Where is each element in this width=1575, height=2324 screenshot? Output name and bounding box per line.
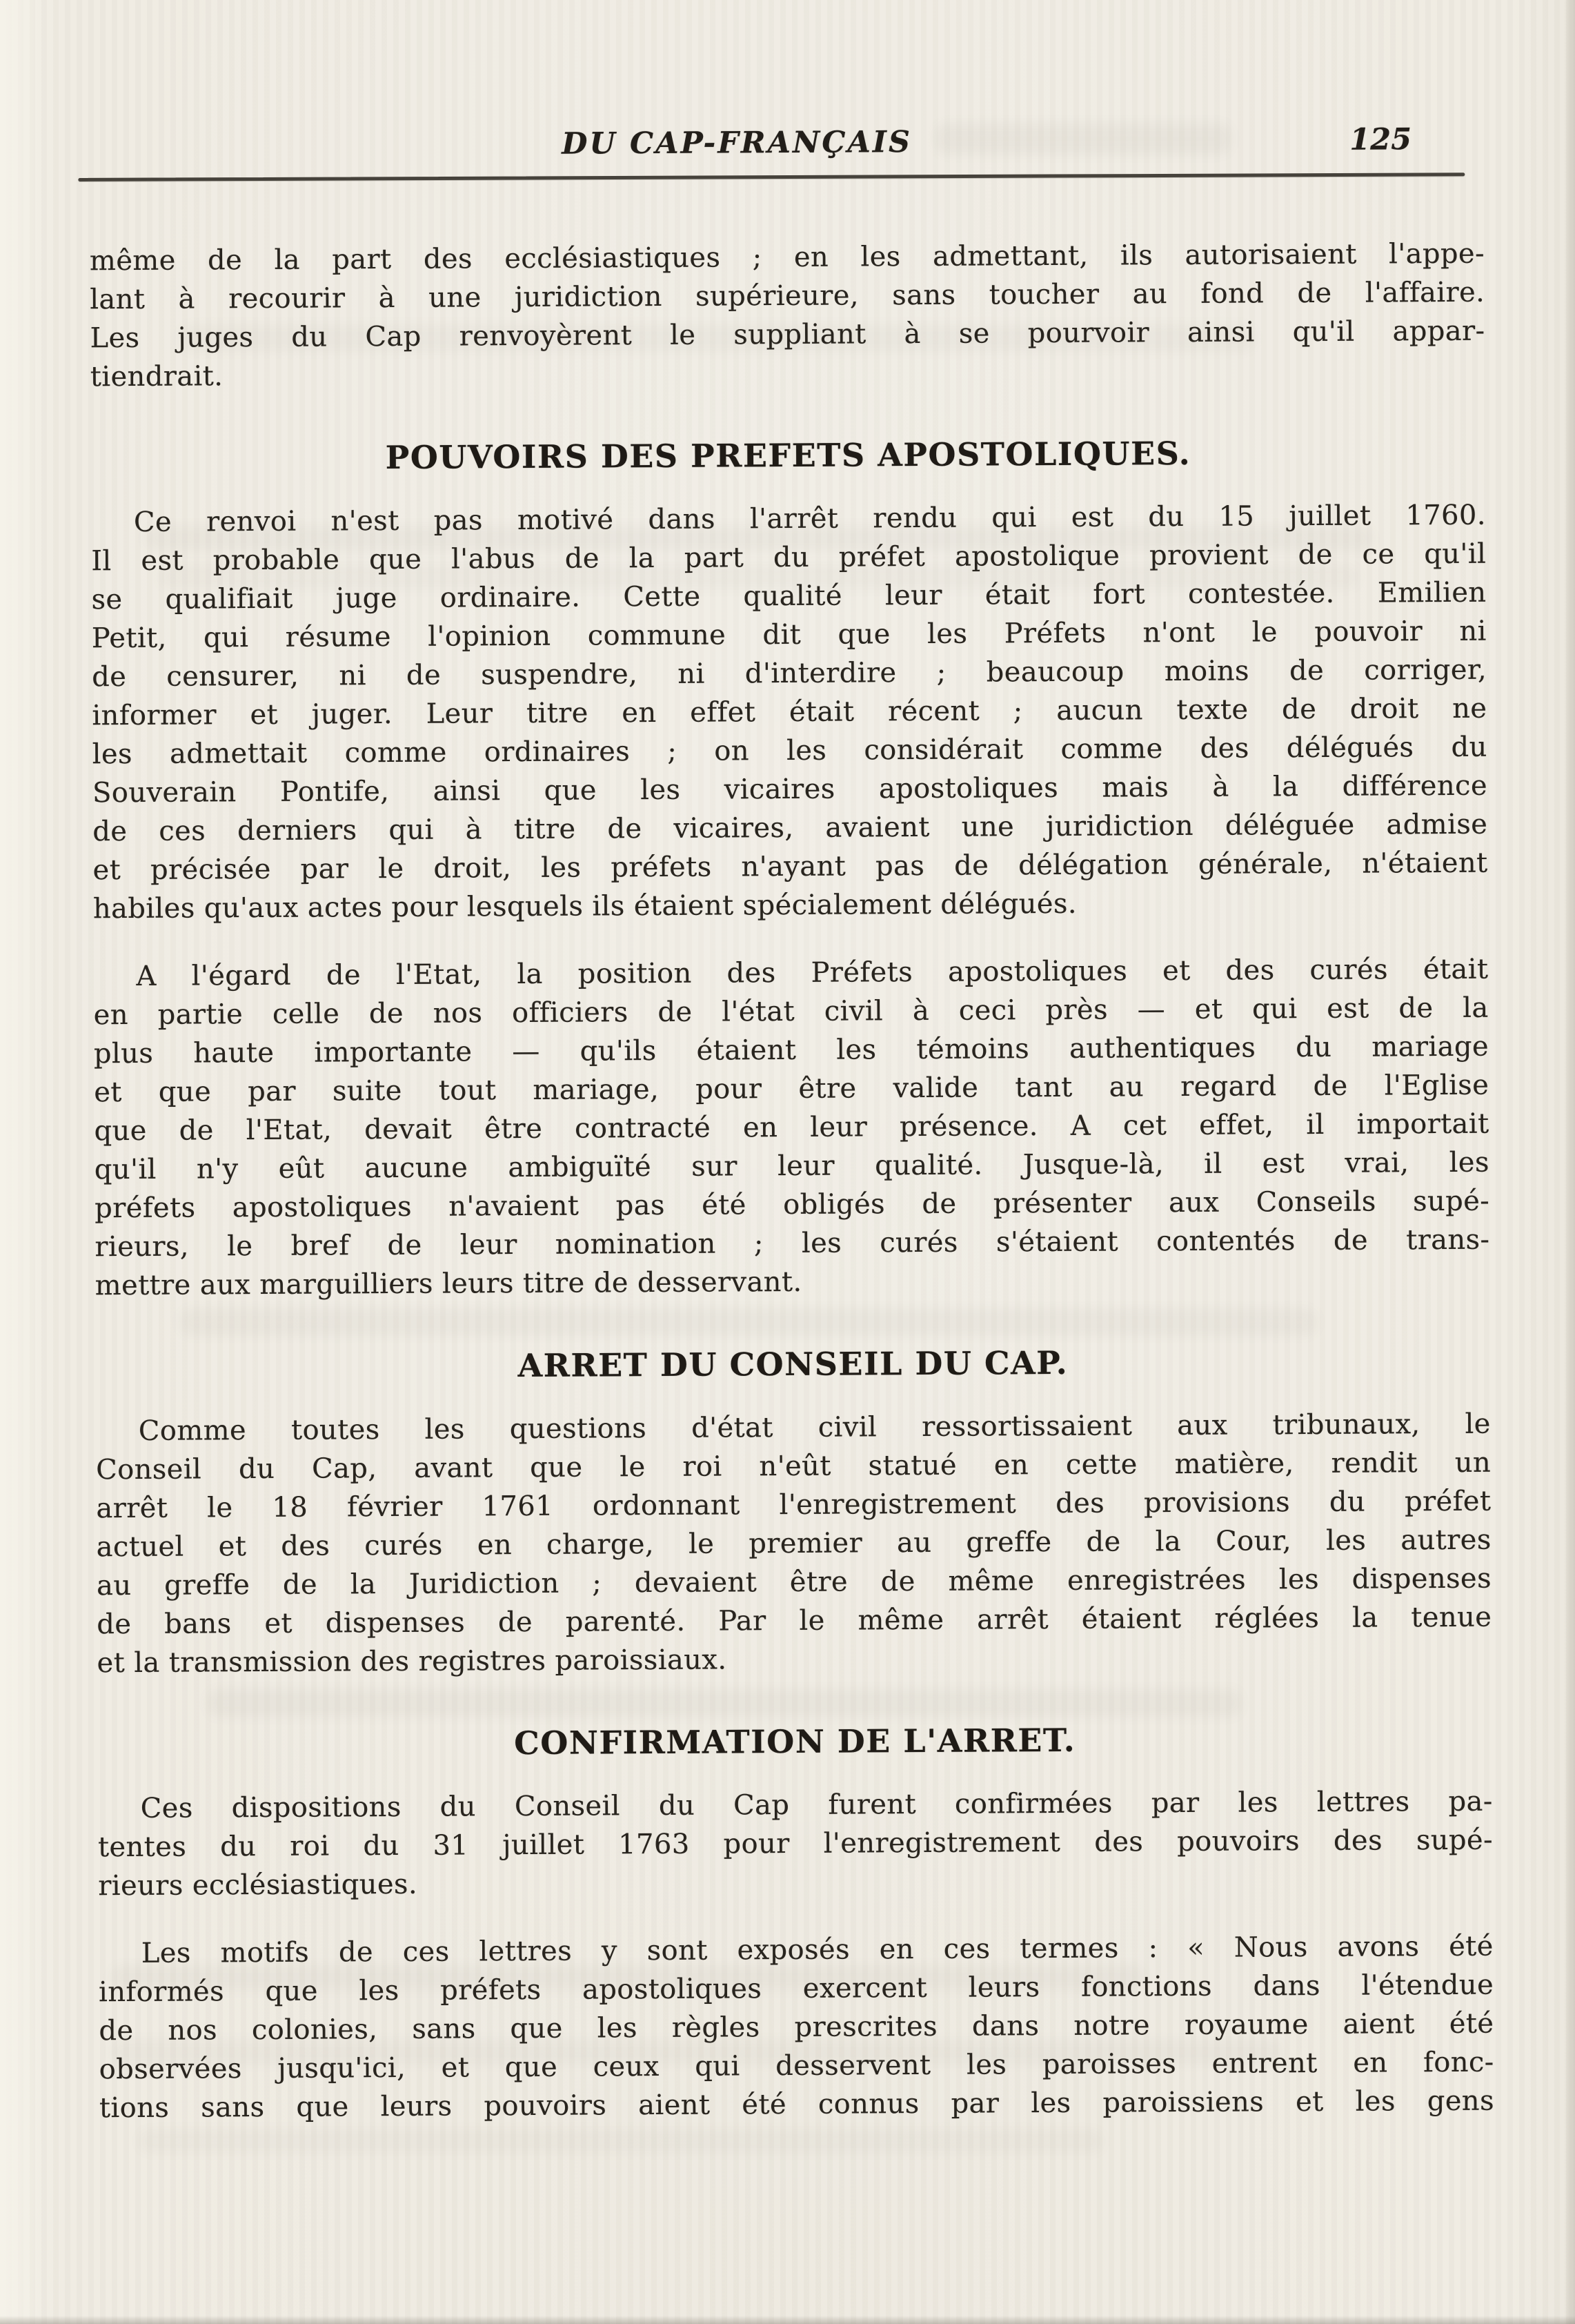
text-line: plus haute importante — qu'ils étaient les témoins authentiques du mariage	[93, 1030, 1489, 1070]
page-right-edge	[1564, 0, 1575, 2324]
text-line: habiles qu'aux actes pour lesquels ils étaient spécialement délégués.	[92, 887, 1078, 925]
text-line: même de la part des ecclésiastiques ; en les admettant, ils autorisaient l'appe-	[89, 237, 1485, 277]
text-line: rieurs ecclésiastiques.	[98, 1868, 418, 1902]
text-line: et précisée par le droit, les préfets n'ayant pas de délégation générale, n'étaient	[92, 847, 1488, 887]
text-line: au greffe de la Juridiction ; devaient être de même enregistrées les dispenses	[96, 1562, 1492, 1602]
paragraph	[99, 1927, 1494, 2128]
text-line: de bans et dispenses de parenté. Par le même arrêt étaient réglées la tenue	[97, 1601, 1492, 1641]
page-left-edge	[0, 0, 40, 2324]
text-line: de ces derniers qui à titre de vicaires, avaient une juridiction déléguée admise	[92, 808, 1488, 848]
text-line: mettre aux marguilliers leurs titre de desservant.	[95, 1266, 802, 1302]
text-line: Ce renvoi n'est pas motivé dans l'arrêt rendu qui est du 15 juillet 1760.	[133, 499, 1487, 538]
text-line: informer et juger. Leur titre en effet était récent ; aucun texte de droit ne	[92, 692, 1487, 732]
text-line: que de l'Etat, devait être contracté en leur présence. A cet effet, il importait	[94, 1107, 1489, 1148]
section-heading: CONFIRMATION DE L'ARRET.	[514, 1721, 1076, 1762]
text-line: en partie celle de nos officiers de l'état civil à ceci près — et qui est de la	[93, 992, 1489, 1032]
text-line: préfets apostoliques n'avaient pas été obligés de présenter aux Conseils supé-	[95, 1185, 1490, 1225]
text-line: Il est probable que l'abus de la part du préfet apostolique provient de ce qu'il	[91, 538, 1487, 578]
text-line: Ces dispositions du Conseil du Cap furent confirmées par les lettres pa-	[140, 1785, 1493, 1824]
text-line: tentes du roi du 31 juillet 1763 pour l'enregistrement des pouvoirs des supé-	[97, 1824, 1494, 1864]
paragraph	[90, 235, 1485, 397]
paragraph	[98, 1782, 1494, 1906]
text-line: Souverain Pontife, ainsi que les vicaires apostoliques mais à la différence	[92, 769, 1488, 809]
page-number: 125	[1349, 122, 1412, 157]
text-line: se qualifiait juge ordinaire. Cette qualité leur était fort contestée. Emilien	[91, 576, 1487, 616]
text-line: actuel et des curés en charge, le premier au greffe de la Cour, les autres	[96, 1524, 1492, 1564]
text-line: de nos colonies, sans que les règles prescrites dans notre royaume aient été	[99, 2007, 1494, 2047]
paragraph	[93, 950, 1490, 1306]
section-heading: POUVOIRS DES PREFETS APOSTOLIQUES.	[385, 434, 1191, 477]
page-content	[88, 0, 1496, 2324]
text-line: A l'égard de l'Etat, la position des Préfets apostoliques et des curés était	[136, 953, 1489, 992]
text-line: et que par suite tout mariage, pour être valide tant au regard de l'Eglise	[94, 1069, 1489, 1109]
section-heading: ARRET DU CONSEIL DU CAP.	[517, 1343, 1069, 1385]
text-line: informés que les préfets apostoliques exercent leurs fonctions dans l'étendue	[98, 1969, 1494, 2009]
text-line: les admettait comme ordinaires ; on les considérait comme des délégués du	[92, 731, 1487, 771]
body-text	[90, 235, 1494, 2128]
text-line: Comme toutes les questions d'état civil ressortissaient aux tribunaux, le	[138, 1408, 1491, 1447]
text-line: tions sans que leurs pouvoirs aient été connus par les paroissiens et les gens	[99, 2085, 1495, 2125]
text-line: Les juges du Cap renvoyèrent le suppliant à se pourvoir ainsi qu'il appar-	[90, 315, 1485, 355]
text-line: arrêt le 18 février 1761 ordonnant l'enregistrement des provisions du préfet	[96, 1485, 1492, 1525]
text-line: lant à recourir à une juridiction supérieure, sans toucher au fond de l'affaire.	[90, 276, 1485, 316]
text-line: Les motifs de ces lettres y sont exposés en ces termes : « Nous avons été	[141, 1930, 1494, 1969]
text-line: Conseil du Cap, avant que le roi n'eût statué en cette matière, rendit un	[96, 1446, 1492, 1486]
text-line: observées jusqu'ici, et que ceux qui desservent les paroisses entrent en fonc-	[99, 2046, 1494, 2086]
text-line: rieurs, le bref de leur nomination ; les curés s'étaient contentés de trans-	[95, 1223, 1490, 1263]
text-line: Petit, qui résume l'opinion commune dit que les Préfets n'ont le pouvoir ni	[91, 615, 1487, 655]
header-rule	[78, 173, 1465, 181]
text-line: et la transmission des registres paroissiaux.	[97, 1644, 727, 1680]
paragraph	[96, 1405, 1492, 1683]
running-title: DU CAP-FRANÇAIS	[562, 125, 913, 161]
paragraph	[91, 496, 1488, 929]
page-header	[89, 122, 1484, 164]
text-line: qu'il n'y eût aucune ambiguïté sur leur qualité. Jusque-là, il est vrai, les	[94, 1146, 1489, 1186]
text-line: de censurer, ni de suspendre, ni d'interdire ; beaucoup moins de corriger,	[92, 653, 1487, 693]
text-line: tiendrait.	[90, 360, 224, 393]
